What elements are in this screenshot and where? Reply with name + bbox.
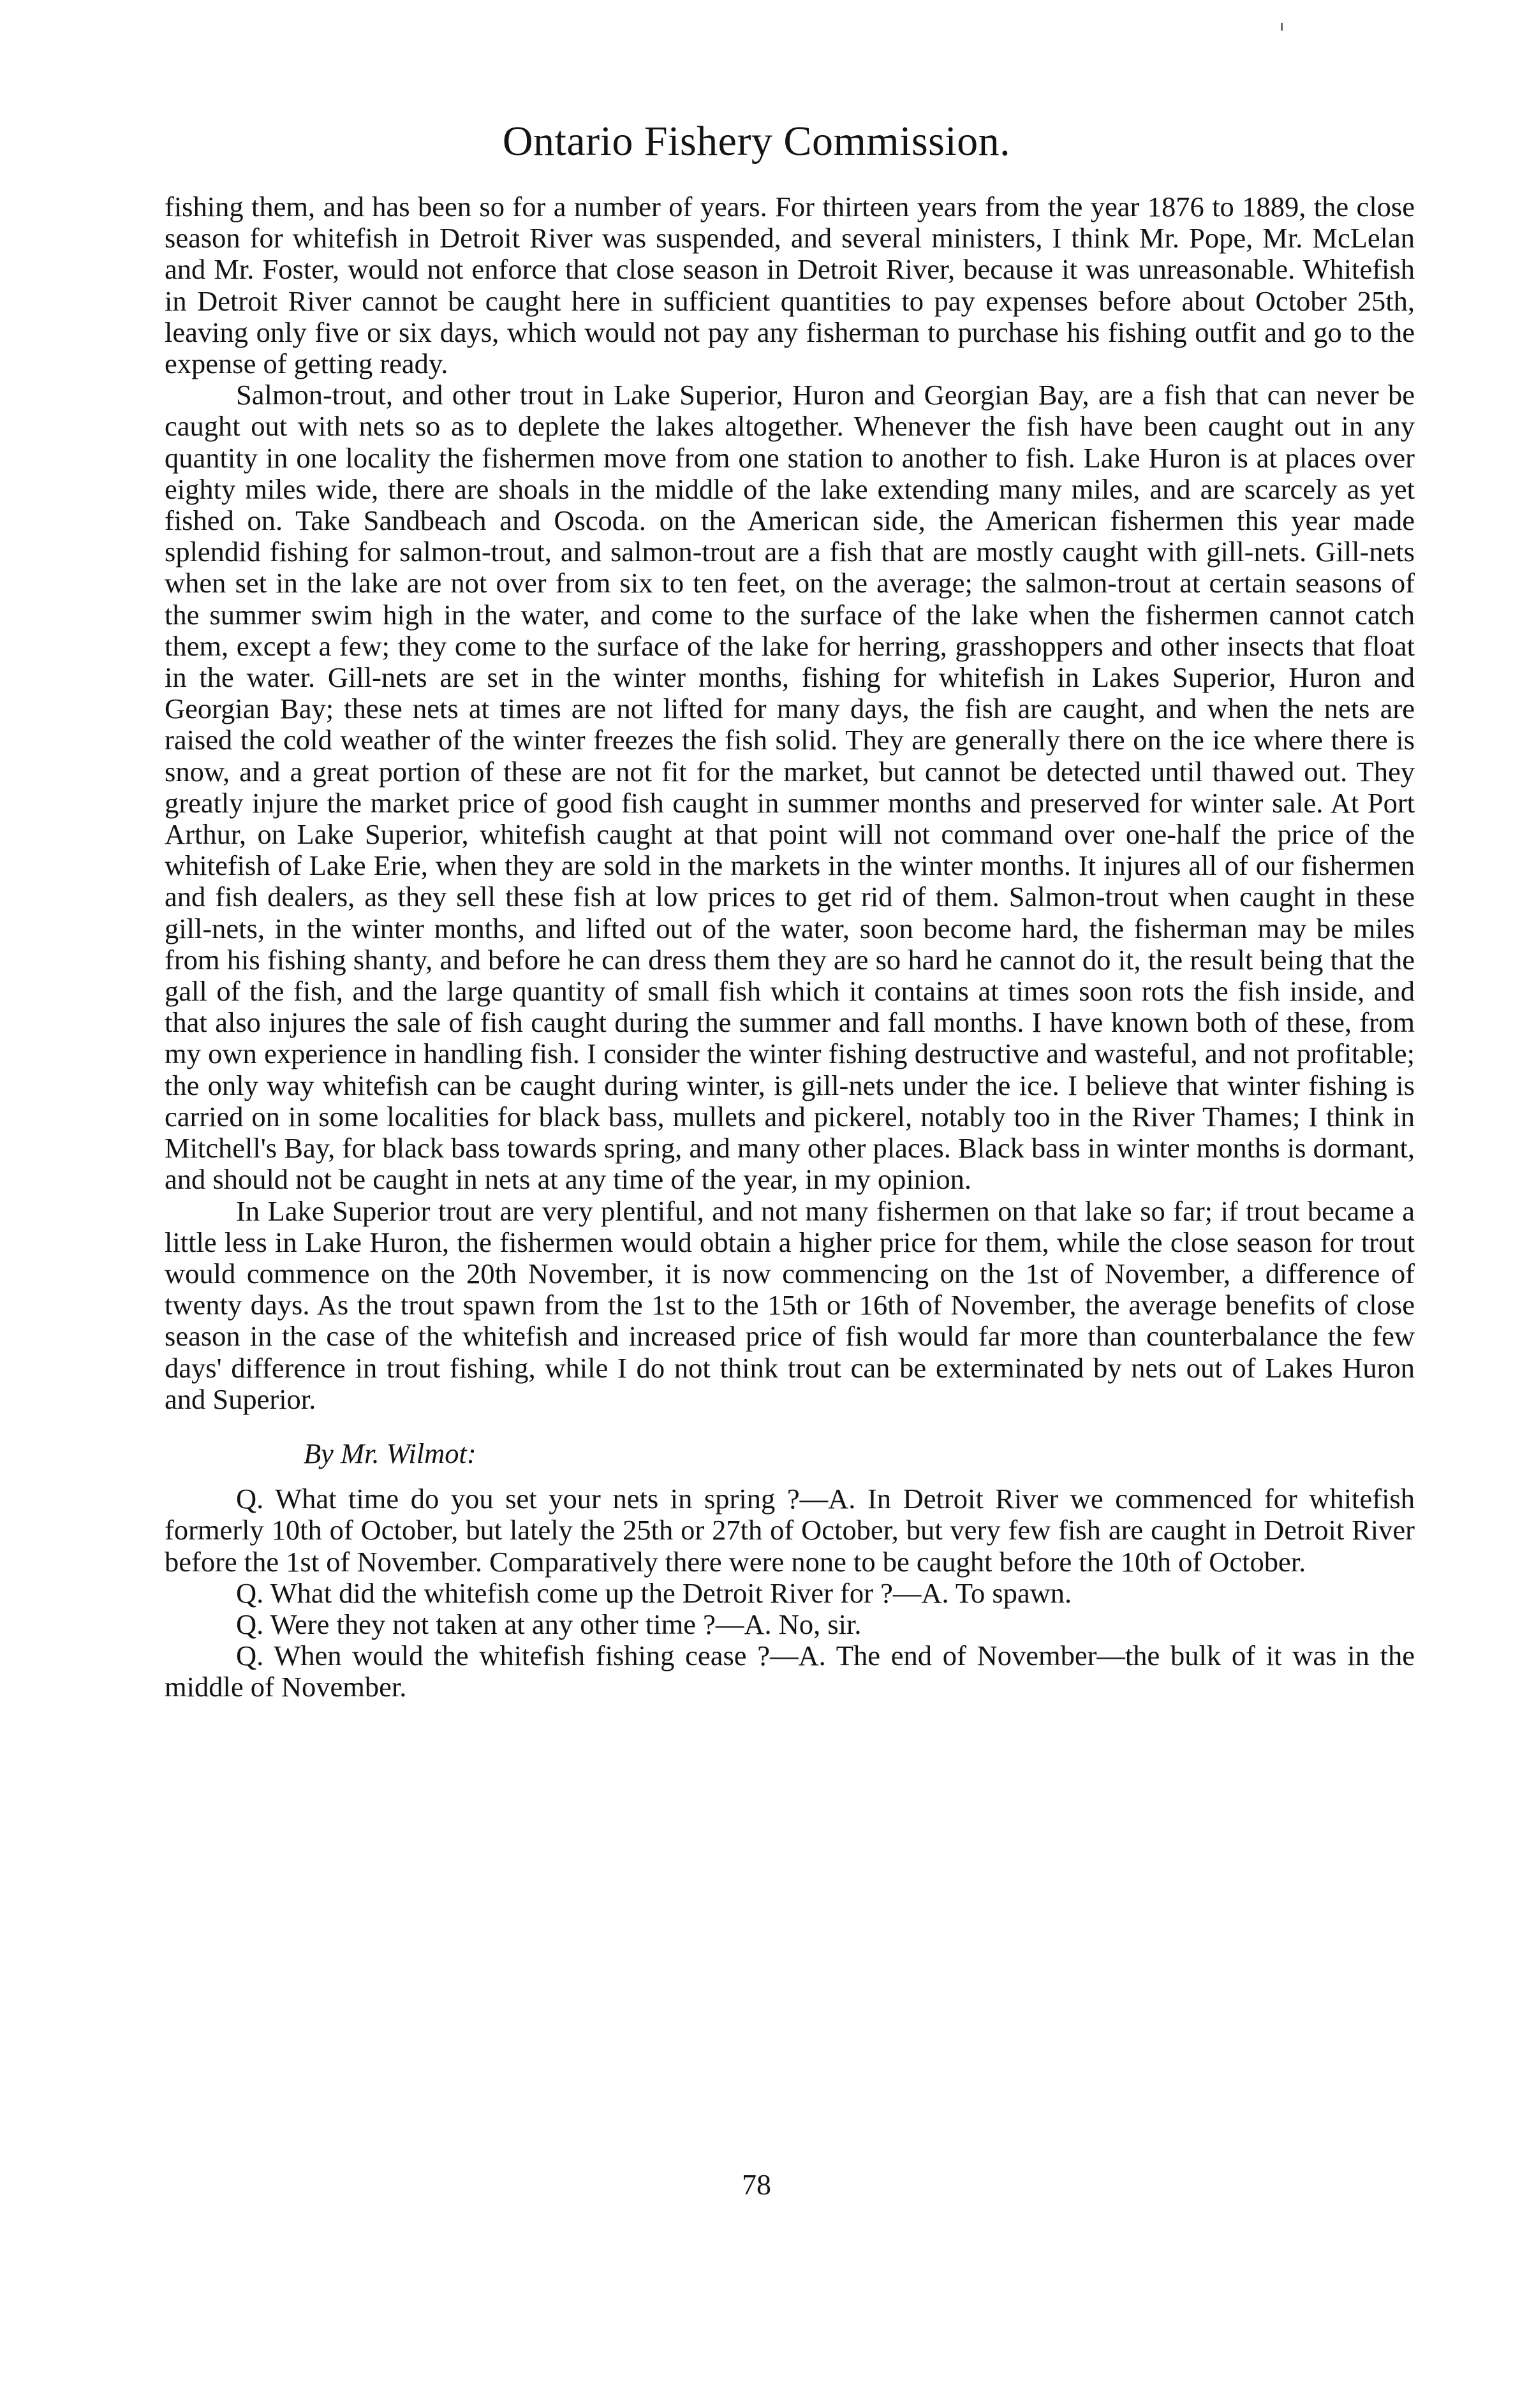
qa-item: Q. What time do you set your nets in spring ?—A. In Detroit River we commenced for whitefish formerly 10th of October, but lately the 25th or 27th of October, but very few fish are caught in Detroit River before the 1st of November. Comparatively there were none to be caught before the 10th of October. bbox=[165, 1483, 1415, 1578]
scan-edge-mark bbox=[1281, 23, 1283, 31]
qa-item: Q. What did the whitefish come up the Detroit River for ?—A. To spawn. bbox=[236, 1576, 1072, 1609]
page-number: 78 bbox=[742, 2168, 771, 2201]
paragraph-lake-superior: In Lake Superior trout are very plentiful, and not many fishermen on that lake so far; if trout became a little less in Lake Huron, the fishermen would obtain a higher price for them, while the close season for trout would commence on the 20th November, it is now commencing on the 1st of November, a difference of twenty days. As the trout spawn from the 1st to the 15th or 16th of November, the average benefits of close season in the case of the whitefish and increased price of fish would far more than counterbalance the few days' difference in trout fishing, while I do not think trout can be exterminated by nets out of Lakes Huron and Superior. bbox=[165, 1194, 1415, 1415]
examiner-byline: By Mr. Wilmot: bbox=[304, 1437, 476, 1469]
running-title: Ontario Fishery Commission. bbox=[502, 118, 1011, 165]
qa-item: Q. When would the whitefish fishing cease ?—A. The end of November—the bulk of it was in the middle of November. bbox=[165, 1640, 1415, 1703]
paragraph-salmon-trout: Salmon-trout, and other trout in Lake Superior, Huron and Georgian Bay, are a fish that can never be caught out with nets so as to deplete the lakes altogether. Whenever the fish have been caught out in any quantity in one locality the fishermen move from one station to another to fish. Lake Huron is at places over eighty miles wide, there are shoals in the middle of the lake extending many miles, and are scarcely as yet fished on. Take Sandbeach and Oscoda. on the American side, the American fishermen this year made splendid fishing for salmon-trout, and salmon-trout are a fish that are mostly caught with gill-nets. Gill-nets when set in the lake are not over from six to ten feet, on the average; the salmon-trout at certain seasons of the summer swim high in the water, and come to the surface of the lake when the fishermen cannot catch them, except a few; they come to the surface of the lake for herring, grasshoppers and other insects that float in the water. Gill-nets are set in the winter months, fishing for whitefish in Lakes Superior, Huron and Georgian Bay; these nets at times are not lifted for many days, the fish are caught, and when the nets are raised the cold weather of the winter freezes the fish solid. They are generally there on the ice where there is snow, and a great portion of these are not fit for the market, but cannot be detected until thawed out. They greatly injure the market price of good fish caught in summer months and preserved for winter sale. At Port Arthur, on Lake Superior, whitefish caught at that point will not command over one-half the price of the whitefish of Lake Erie, when they are sold in the markets in the winter months. It injures all of our fishermen and fish dealers, as they sell these fish at low prices to get rid of them. Salmon-trout when caught in these gill-nets, in the winter months, and lifted out of the water, soon become hard, the fisherman may be miles from his fishing shanty, and before he can dress them they are so hard he cannot do it, the result being that the gall of the fish, and the large quantity of small fish which it contains at times soon rots the fish inside, and that also injures the sale of fish caught during the summer and fall months. I have known both of these, from my own experience in handling fish. I consider the winter fishing destructive and wasteful, and not profitable; the only way whitefish can be caught during winter, is gill-nets under the ice. I believe that winter fishing is carried on in some localities for black bass, mullets and pickerel, notably too in the River Thames; I think in Mitchell's Bay, for black bass towards spring, and many other places. Black bass in winter months is dormant, and should not be caught in nets at any time of the year, in my opinion. bbox=[165, 379, 1415, 1196]
paragraph-continued: fishing them, and has been so for a number of years. For thirteen years from the year 1876 to 1889, the close season for whitefish in Detroit River was suspended, and several ministers, I think Mr. Pope, Mr. McLelan and Mr. Foster, would not enforce that close season in Detroit River, because it was unreasonable. Whitefish in Detroit River cannot be caught here in sufficient quantities to pay expenses before about October 25th, leaving only five or six days, which would not pay any fisherman to purchase his fishing outfit and go to the expense of getting ready. bbox=[165, 191, 1415, 380]
body-text bbox=[165, 191, 1415, 1703]
qa-item: Q. Were they not taken at any other time ?—A. No, sir. bbox=[236, 1608, 862, 1640]
